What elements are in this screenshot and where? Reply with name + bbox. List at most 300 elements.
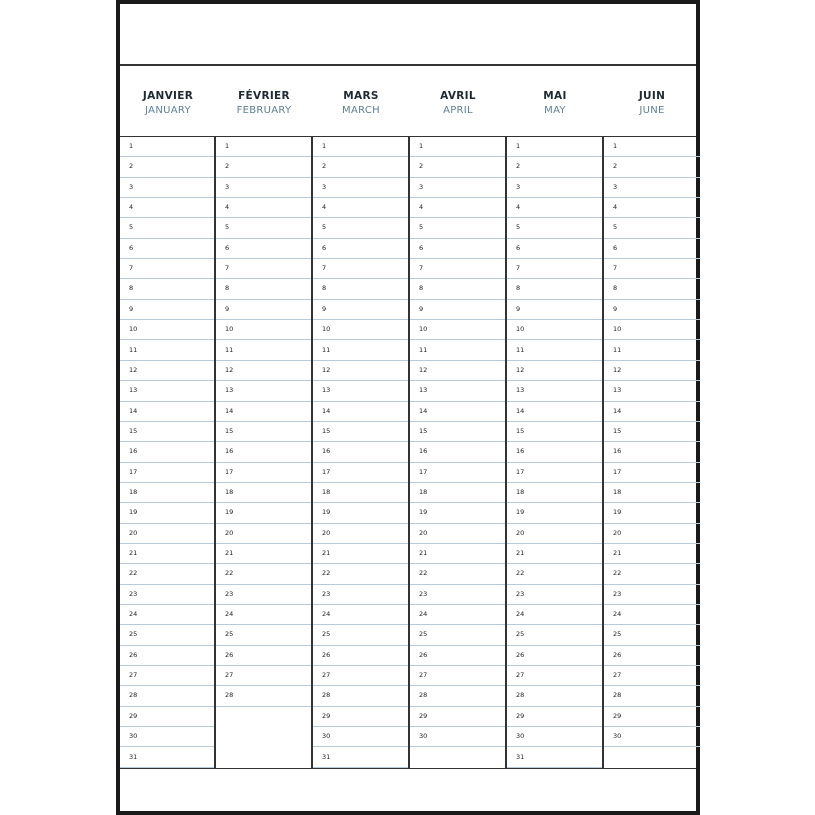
day-row[interactable] [313,279,409,299]
day-number: 18 [419,487,428,496]
day-row[interactable] [120,686,216,706]
day-number: 6 [613,243,618,252]
day-row[interactable] [507,686,603,706]
day-number: 25 [613,630,622,639]
day-row[interactable] [507,402,603,422]
day-number: 2 [419,162,424,171]
day-number: 14 [322,406,331,415]
day-row[interactable] [410,442,506,462]
day-row[interactable] [507,564,603,584]
day-number: 15 [225,426,234,435]
day-row[interactable] [507,524,603,544]
day-number: 16 [419,447,428,456]
day-row[interactable] [313,625,409,645]
day-number: 11 [225,345,234,354]
month-column-january [120,137,216,768]
day-row[interactable] [507,605,603,625]
day-number: 24 [516,610,525,619]
day-row[interactable] [410,157,506,177]
month-column-april [410,137,506,768]
day-number: 1 [516,142,521,150]
day-number: 27 [516,671,525,680]
day-row[interactable] [313,748,409,768]
day-number: 17 [419,467,428,476]
day-row[interactable] [120,198,216,218]
day-row[interactable] [313,727,409,747]
day-row[interactable] [410,402,506,422]
day-row[interactable] [120,178,216,198]
day-row[interactable] [507,544,603,564]
day-row[interactable] [216,503,312,523]
day-number: 19 [613,508,622,517]
column-divider [311,137,313,768]
day-number: 21 [129,549,138,557]
day-number: 9 [225,304,230,313]
day-row[interactable] [313,137,409,157]
day-row[interactable] [410,300,506,320]
day-row[interactable] [313,300,409,320]
day-number: 11 [613,345,622,354]
day-row[interactable] [120,259,216,279]
day-row[interactable] [410,707,506,727]
day-number: 3 [322,182,327,191]
day-row[interactable] [507,666,603,686]
day-row[interactable] [313,259,409,279]
day-row[interactable] [507,625,603,645]
day-number: 29 [322,711,331,720]
month-name-french: AVRIL [440,90,476,102]
day-row[interactable] [120,605,216,625]
day-number: 2 [129,162,134,171]
day-number: 31 [322,752,331,761]
day-number: 15 [129,426,138,435]
day-number: 9 [516,304,521,313]
day-row[interactable] [120,239,216,259]
month-name-english: MARCH [342,105,380,116]
day-number: 22 [322,569,331,578]
day-row[interactable] [216,442,312,462]
day-row[interactable] [507,442,603,462]
day-row[interactable] [410,341,506,361]
day-row[interactable] [410,564,506,584]
day-row[interactable] [120,341,216,361]
day-number: 23 [419,589,428,598]
day-number: 30 [516,732,525,741]
day-row[interactable] [604,381,700,401]
day-number: 1 [322,142,327,150]
day-row[interactable] [507,748,603,768]
day-number: 23 [225,589,234,598]
day-row[interactable] [507,259,603,279]
day-row[interactable] [507,483,603,503]
day-row[interactable] [216,381,312,401]
day-row[interactable] [507,585,603,605]
day-number: 24 [129,610,138,619]
day-row[interactable] [604,198,700,218]
day-row[interactable] [216,361,312,381]
month-header-march [313,90,409,116]
calendar-sheet [116,0,700,815]
day-row[interactable] [507,198,603,218]
day-number: 8 [516,284,521,293]
day-number: 13 [129,386,138,395]
day-number: 26 [225,650,234,659]
day-number: 29 [516,711,525,720]
day-number: 1 [419,142,424,150]
day-row[interactable] [313,178,409,198]
day-number: 12 [129,365,138,374]
day-row[interactable] [410,544,506,564]
day-row[interactable] [120,483,216,503]
day-row[interactable] [604,605,700,625]
day-row[interactable] [216,585,312,605]
day-number: 25 [225,630,234,639]
day-row[interactable] [507,361,603,381]
day-number: 4 [129,203,134,212]
day-row[interactable] [216,198,312,218]
day-row[interactable] [604,625,700,645]
day-number: 3 [225,182,230,191]
day-row[interactable] [507,178,603,198]
day-number: 23 [129,589,138,598]
day-number: 2 [516,162,521,171]
day-row[interactable] [120,727,216,747]
day-row[interactable] [604,341,700,361]
day-row[interactable] [313,239,409,259]
day-row[interactable] [410,259,506,279]
day-number: 6 [225,243,230,252]
day-number: 21 [613,549,622,557]
day-row[interactable] [120,748,216,768]
day-row[interactable] [604,646,700,666]
day-number: 11 [516,345,525,354]
day-row[interactable] [604,259,700,279]
day-row[interactable] [313,524,409,544]
day-number: 10 [322,325,331,334]
day-number: 20 [516,528,525,537]
day-number: 5 [613,223,618,232]
day-number: 2 [322,162,327,171]
day-row[interactable] [120,218,216,238]
day-number: 21 [225,549,234,557]
day-row[interactable] [120,402,216,422]
day-number: 13 [613,386,622,395]
day-row[interactable] [313,666,409,686]
day-row[interactable] [604,300,700,320]
day-row[interactable] [120,320,216,340]
day-row[interactable] [313,564,409,584]
day-number: 12 [613,365,622,374]
day-number: 17 [613,467,622,476]
day-row[interactable] [507,137,603,157]
day-row[interactable] [216,524,312,544]
day-number: 2 [613,162,618,171]
day-row[interactable] [604,157,700,177]
day-row[interactable] [410,381,506,401]
day-number: 8 [322,284,327,293]
day-number: 5 [322,223,327,232]
day-number: 13 [419,386,428,395]
day-number: 22 [419,569,428,578]
day-row[interactable] [604,279,700,299]
month-name-french: JANVIER [142,90,194,102]
day-row[interactable] [313,381,409,401]
day-row[interactable] [216,279,312,299]
day-row[interactable] [604,239,700,259]
day-number: 17 [225,467,234,476]
day-number: 13 [322,386,331,395]
day-row[interactable] [313,442,409,462]
day-row[interactable] [507,503,603,523]
column-divider [408,137,410,768]
day-row[interactable] [216,137,312,157]
day-row[interactable] [216,625,312,645]
day-row[interactable] [313,320,409,340]
day-row[interactable] [313,707,409,727]
day-row[interactable] [507,341,603,361]
day-row[interactable] [507,300,603,320]
day-number: 19 [322,508,331,517]
day-row[interactable] [507,727,603,747]
day-row[interactable] [120,422,216,442]
day-row[interactable] [410,605,506,625]
month-header-april [410,90,506,116]
day-row[interactable] [313,544,409,564]
day-number: 28 [225,691,234,700]
day-row[interactable] [216,239,312,259]
day-number: 18 [225,487,234,496]
day-row[interactable] [410,646,506,666]
day-number: 13 [516,386,525,395]
day-number: 3 [129,182,134,191]
month-name-french: JUIN [638,90,666,102]
day-number: 5 [419,223,424,232]
day-row[interactable] [507,707,603,727]
day-row[interactable] [313,483,409,503]
day-row[interactable] [604,442,700,462]
day-row[interactable] [604,686,700,706]
day-row[interactable] [604,707,700,727]
day-row[interactable] [410,320,506,340]
day-row[interactable] [604,564,700,584]
day-row[interactable] [410,727,506,747]
day-row[interactable] [604,503,700,523]
month-column-may [507,137,603,768]
month-column-june [604,137,700,768]
day-number: 9 [129,304,134,313]
day-row[interactable] [216,218,312,238]
day-number: 4 [225,203,230,212]
day-number: 28 [516,691,525,700]
day-row[interactable] [507,381,603,401]
day-row[interactable] [120,564,216,584]
day-row[interactable] [120,625,216,645]
day-row[interactable] [410,198,506,218]
day-number: 5 [225,223,230,232]
day-number: 25 [322,630,331,639]
day-row[interactable] [120,361,216,381]
day-row[interactable] [604,483,700,503]
day-row[interactable] [313,646,409,666]
day-row[interactable] [216,259,312,279]
day-row[interactable] [507,239,603,259]
day-row[interactable] [410,686,506,706]
day-number: 20 [613,528,622,537]
column-divider [214,137,216,768]
day-row[interactable] [216,463,312,483]
day-row[interactable] [507,463,603,483]
day-row[interactable] [604,218,700,238]
day-number: 4 [516,203,521,212]
day-row[interactable] [604,422,700,442]
month-name-english: FEBRUARY [236,105,292,116]
day-row[interactable] [120,646,216,666]
day-row[interactable] [313,686,409,706]
day-row[interactable] [120,442,216,462]
day-row[interactable] [313,605,409,625]
day-number: 31 [129,752,138,761]
day-number: 3 [516,182,521,191]
day-row[interactable] [216,300,312,320]
day-row[interactable] [120,585,216,605]
day-row[interactable] [216,422,312,442]
day-row[interactable] [120,503,216,523]
day-row[interactable] [604,361,700,381]
day-row[interactable] [216,178,312,198]
day-row[interactable] [410,422,506,442]
day-number: 26 [613,650,622,659]
day-row[interactable] [216,564,312,584]
day-row[interactable] [410,239,506,259]
day-row[interactable] [313,503,409,523]
day-row[interactable] [410,585,506,605]
day-row[interactable] [604,666,700,686]
day-row[interactable] [410,666,506,686]
day-number: 20 [322,528,331,537]
day-number: 30 [129,732,138,741]
day-row[interactable] [604,727,700,747]
day-row[interactable] [604,544,700,564]
day-number: 21 [322,549,331,557]
day-row[interactable] [604,463,700,483]
day-row[interactable] [313,198,409,218]
day-row[interactable] [120,666,216,686]
day-row[interactable] [507,646,603,666]
day-number: 17 [516,467,525,476]
day-number: 12 [516,365,525,374]
day-row[interactable] [216,320,312,340]
day-row[interactable] [120,279,216,299]
day-number: 24 [419,610,428,619]
day-number: 3 [419,182,424,191]
day-row[interactable] [120,381,216,401]
day-row[interactable] [410,279,506,299]
day-number: 21 [419,549,428,557]
day-row[interactable] [216,157,312,177]
month-name-english: JUNE [639,105,665,116]
day-row[interactable] [410,483,506,503]
day-row[interactable] [507,422,603,442]
day-number: 22 [129,569,138,578]
day-row[interactable] [410,178,506,198]
day-row[interactable] [604,585,700,605]
day-number: 19 [225,508,234,517]
day-number: 10 [225,325,234,334]
day-row[interactable] [120,544,216,564]
day-row[interactable] [313,218,409,238]
day-row[interactable] [604,524,700,544]
day-row[interactable] [216,483,312,503]
day-row[interactable] [216,341,312,361]
day-number: 1 [129,142,134,150]
day-row[interactable] [313,361,409,381]
day-number: 23 [613,589,622,598]
day-row[interactable] [120,524,216,544]
day-number: 1 [225,142,230,150]
day-number: 17 [322,467,331,476]
day-row[interactable] [120,463,216,483]
day-row[interactable] [120,157,216,177]
day-number: 29 [419,711,428,720]
day-number: 22 [516,569,525,578]
day-number: 25 [516,630,525,639]
day-number: 26 [516,650,525,659]
day-row[interactable] [410,503,506,523]
day-row[interactable] [507,157,603,177]
day-number: 27 [129,671,138,680]
day-number: 19 [516,508,525,517]
month-name-english: JANUARY [145,105,191,116]
day-number: 28 [322,691,331,700]
day-row[interactable] [216,605,312,625]
day-row[interactable] [410,361,506,381]
day-row[interactable] [410,218,506,238]
day-row[interactable] [410,524,506,544]
day-row[interactable] [216,666,312,686]
day-row[interactable] [604,178,700,198]
day-number: 28 [613,691,622,700]
day-number: 22 [613,569,622,578]
day-row[interactable] [410,625,506,645]
day-row[interactable] [120,137,216,157]
day-row[interactable] [216,686,312,706]
day-row[interactable] [313,402,409,422]
day-row[interactable] [604,402,700,422]
day-row[interactable] [216,646,312,666]
day-row[interactable] [604,320,700,340]
day-row[interactable] [313,463,409,483]
day-row[interactable] [604,137,700,157]
day-row[interactable] [120,707,216,727]
day-row[interactable] [507,218,603,238]
day-row[interactable] [313,585,409,605]
day-row[interactable] [410,463,506,483]
day-row[interactable] [313,341,409,361]
month-name-french: FÉVRIER [238,90,290,102]
day-number: 8 [613,284,618,293]
day-number: 28 [129,691,138,700]
day-row[interactable] [313,422,409,442]
day-row[interactable] [120,300,216,320]
day-number: 16 [613,447,622,456]
day-row[interactable] [216,544,312,564]
day-row[interactable] [216,402,312,422]
day-number: 20 [419,528,428,537]
day-row[interactable] [507,320,603,340]
day-row[interactable] [410,137,506,157]
day-row[interactable] [313,157,409,177]
day-row[interactable] [507,279,603,299]
